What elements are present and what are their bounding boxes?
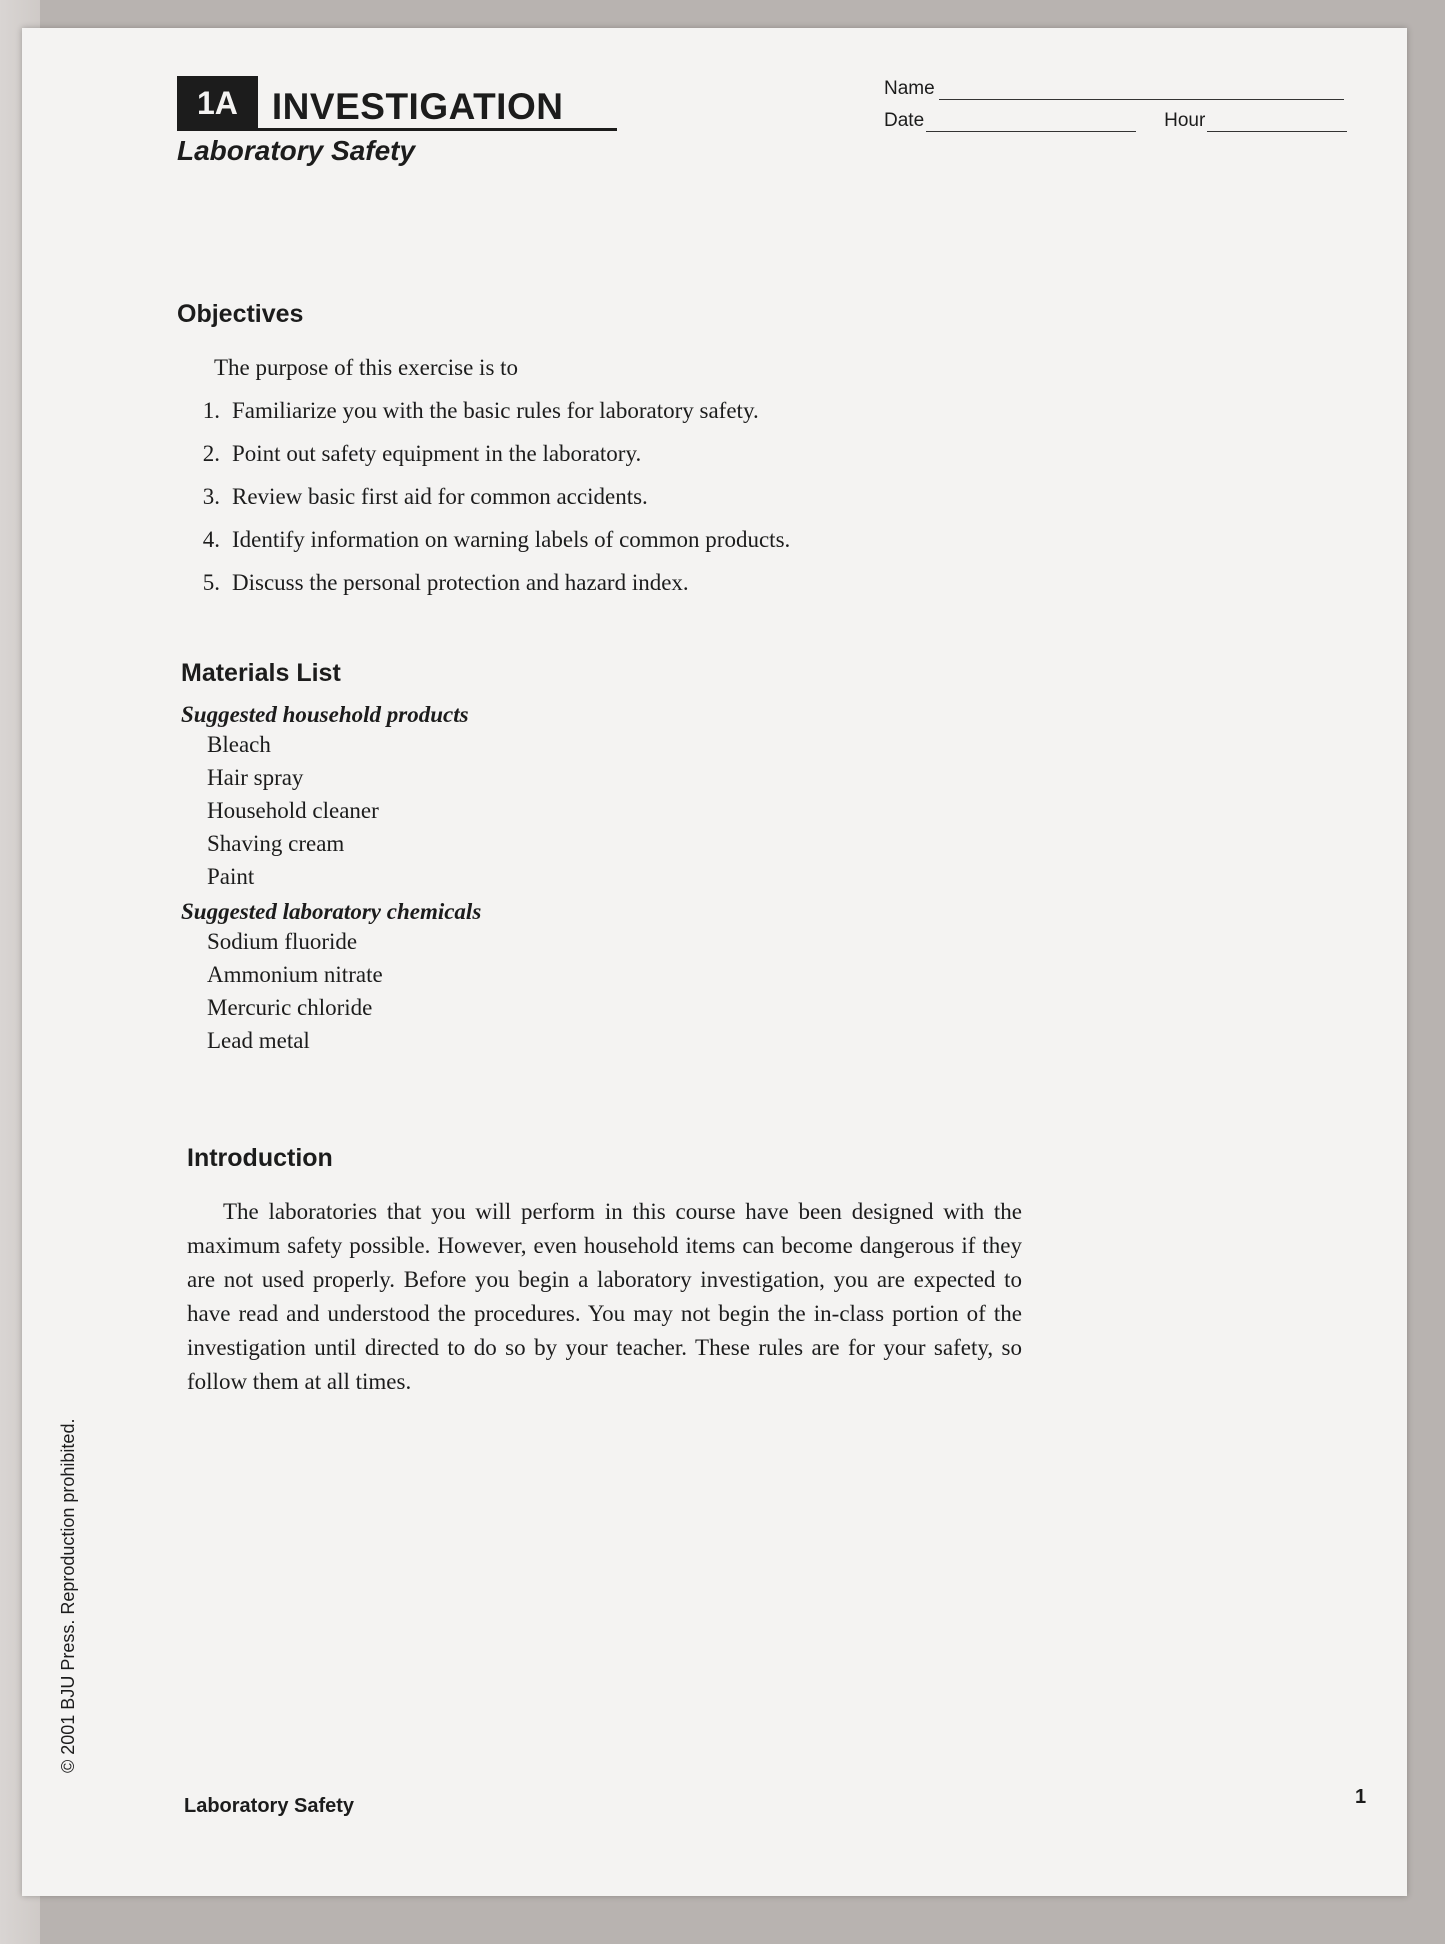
list-item: Ammonium nitrate	[207, 962, 383, 987]
investigation-subtitle: Laboratory Safety	[177, 135, 416, 166]
investigation-header	[177, 72, 617, 167]
list-item: Sodium fluoride	[207, 929, 358, 954]
objectives-heading: Objectives	[177, 300, 304, 328]
objectives-list	[177, 389, 1057, 604]
list-item: 5. Discuss the personal protection and hazard index.	[202, 570, 689, 595]
date-hour-field-row	[884, 100, 1374, 132]
list-item: Lead metal	[207, 1028, 310, 1053]
introduction-paragraph: The laboratories that you will perform in this course have been designed with the maximum safety possible. However, even household items can become dangerous if they are not used properly. Before you begin a laboratory investigation, you are expected to have read and understood the procedures. You may not begin the in-class portion of the investigation until directed to do so by your teacher. These rules are for your safety, so follow them at all times.	[187, 1199, 1022, 1394]
household-products-heading: Suggested household products	[181, 702, 469, 727]
name-field-line[interactable]	[939, 79, 1344, 100]
date-label: Date	[884, 110, 925, 131]
introduction-section	[187, 1144, 1067, 1399]
materials-heading: Materials List	[181, 659, 341, 687]
objectives-section	[177, 300, 1057, 604]
laboratory-chemicals-heading: Suggested laboratory chemicals	[181, 899, 482, 924]
footer-title: Laboratory Safety	[184, 1795, 355, 1817]
materials-section	[181, 659, 1061, 1057]
list-item: 4. Identify information on warning labels of common products.	[202, 527, 791, 552]
list-item: Hair spray	[207, 765, 304, 790]
list-item: 2. Point out safety equipment in the laboratory.	[202, 441, 642, 466]
hour-label: Hour	[1164, 110, 1206, 131]
list-item: Household cleaner	[207, 798, 379, 823]
worksheet-page	[22, 28, 1407, 1896]
list-item: 3. Review basic first aid for common accidents.	[202, 484, 648, 509]
objectives-intro: The purpose of this exercise is to	[214, 355, 519, 380]
student-info-fields	[884, 68, 1374, 132]
header-title-row	[177, 72, 617, 131]
date-field-line[interactable]	[926, 111, 1136, 132]
list-item: 1. Familiarize you with the basic rules for laboratory safety.	[202, 398, 759, 423]
investigation-number-badge: 1A	[177, 76, 258, 128]
introduction-heading: Introduction	[187, 1144, 333, 1172]
list-item: Bleach	[207, 732, 271, 757]
name-field-row	[884, 68, 1374, 100]
investigation-title: INVESTIGATION	[271, 86, 564, 127]
hour-field-line[interactable]	[1207, 111, 1347, 132]
list-item: Paint	[207, 864, 255, 889]
page-number: 1	[1355, 1786, 1367, 1808]
list-item: Mercuric chloride	[207, 995, 373, 1020]
copyright-notice: © 2001 BJU Press. Reproduction prohibited.	[58, 1418, 78, 1773]
name-label: Name	[884, 78, 935, 99]
list-item: Shaving cream	[207, 831, 345, 856]
